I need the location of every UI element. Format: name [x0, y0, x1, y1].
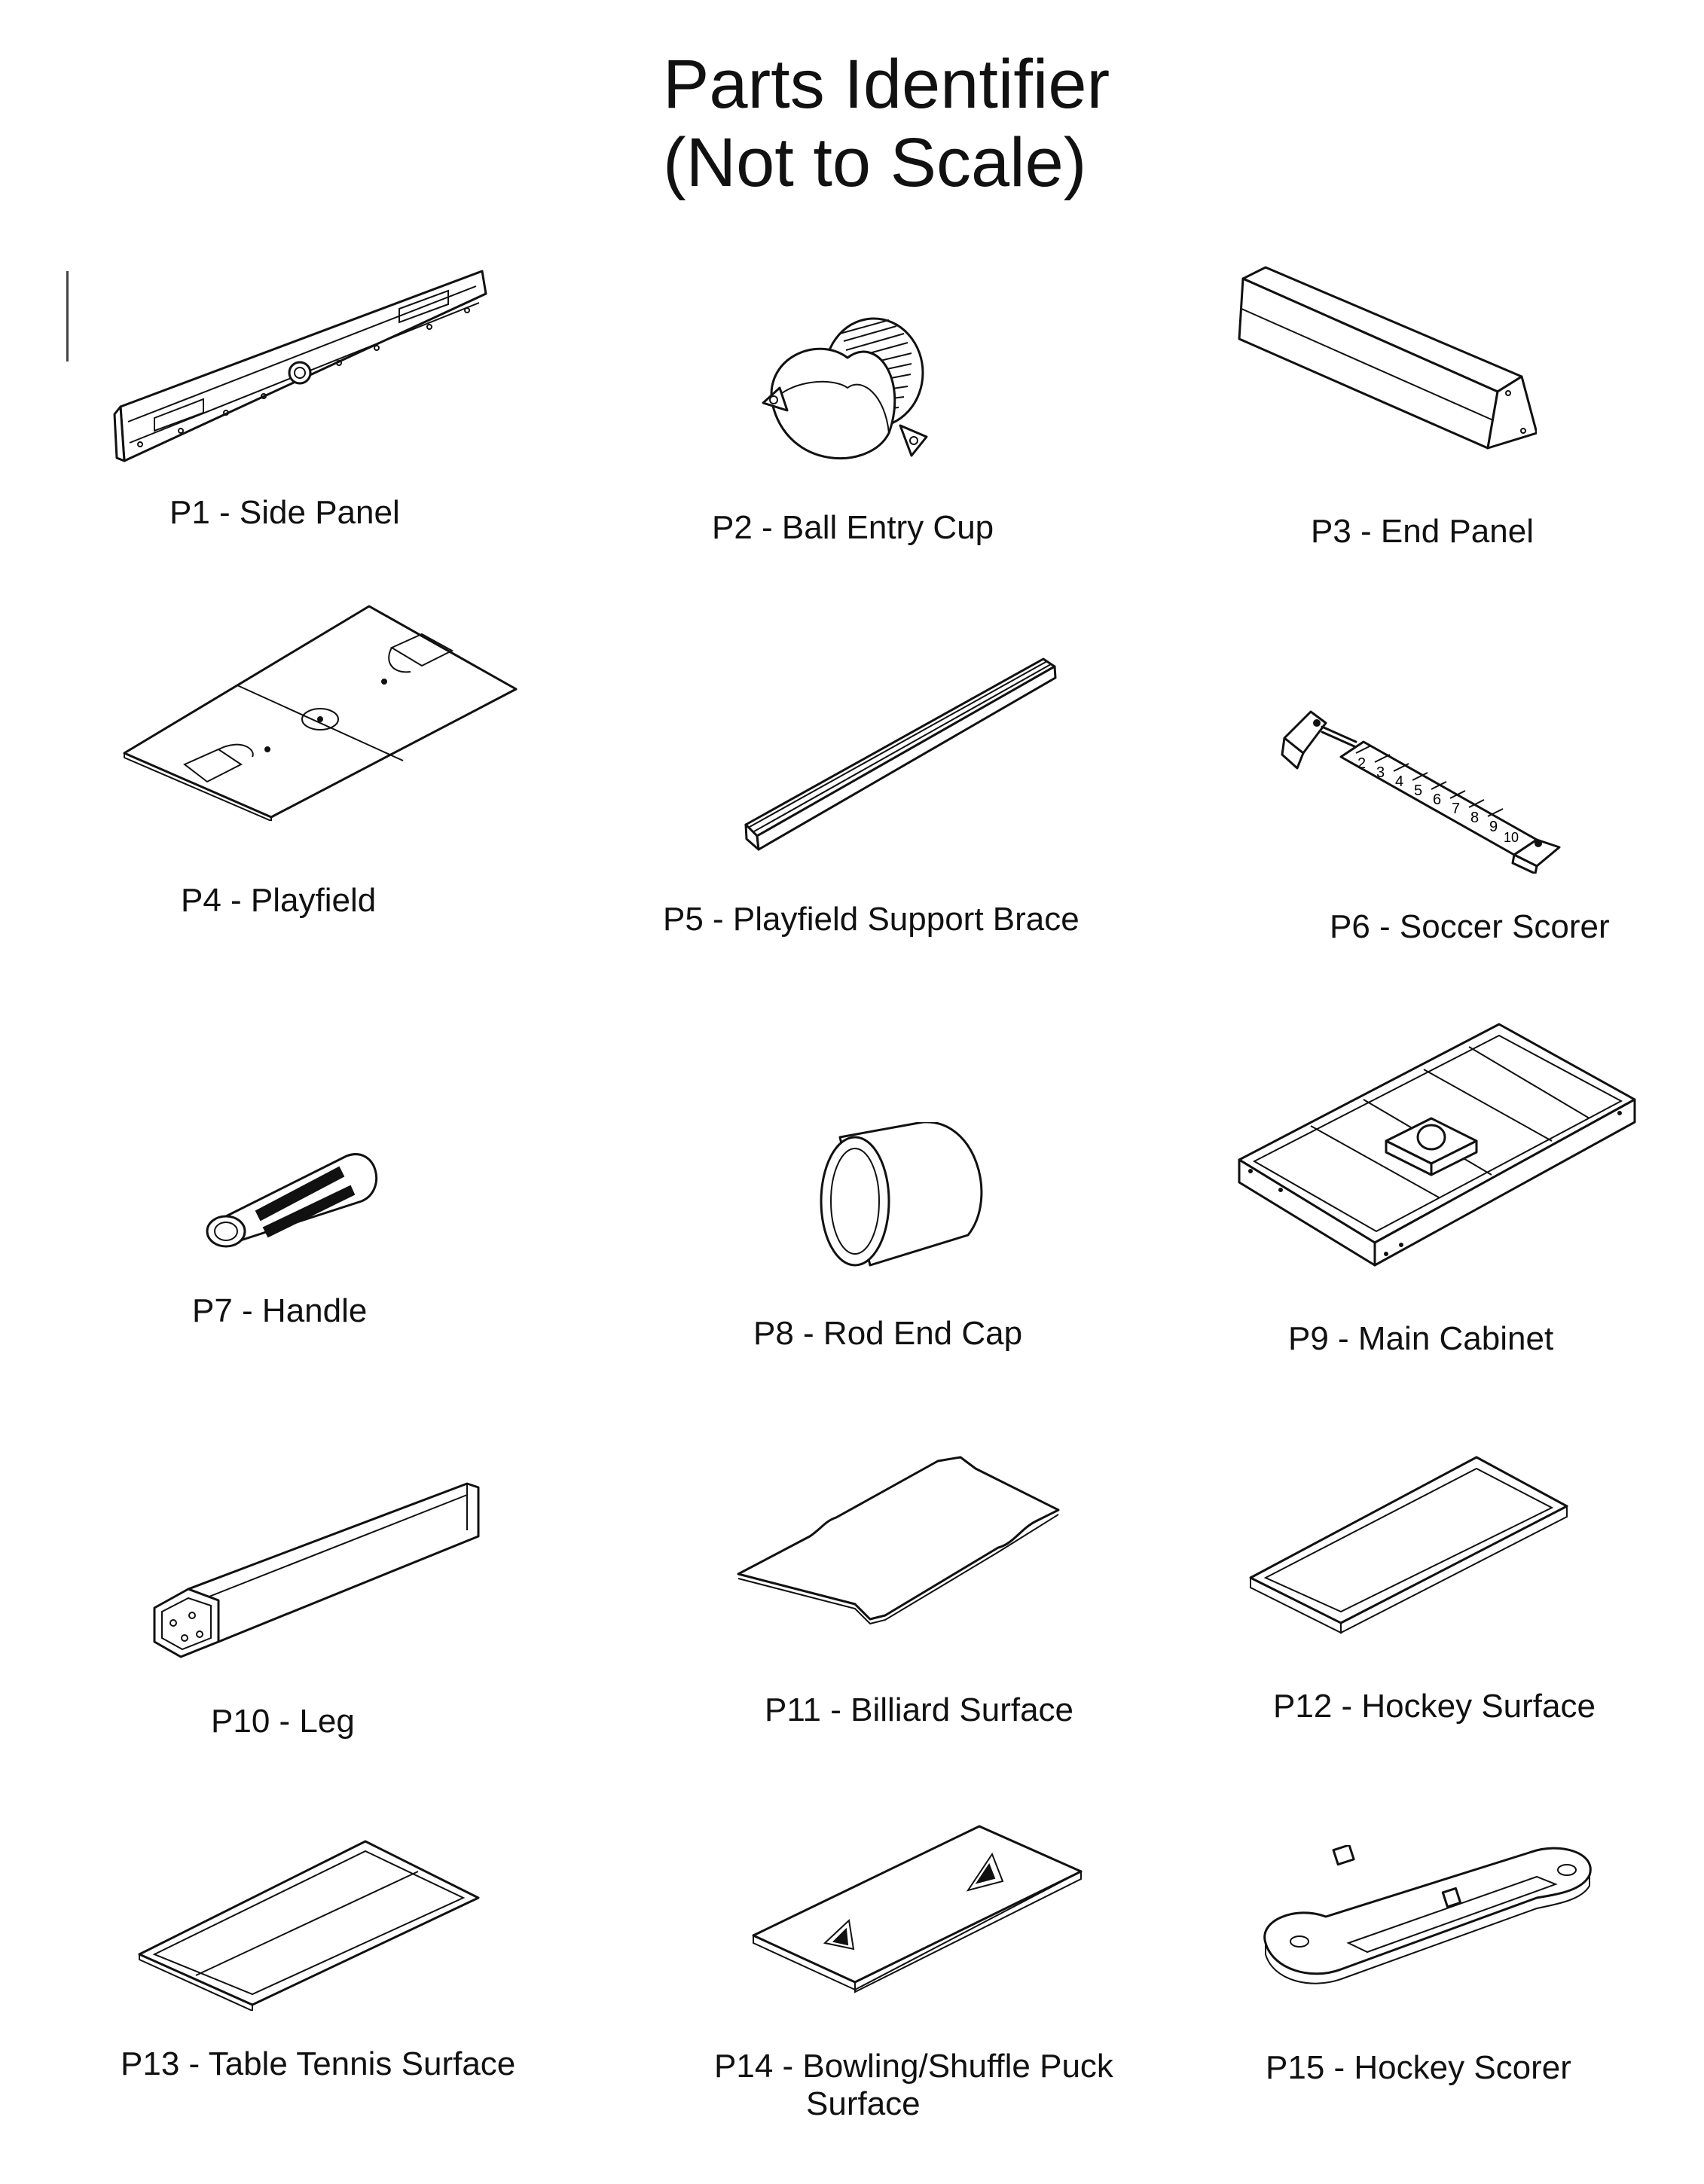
billiard-surface-icon [734, 1438, 1066, 1627]
soccer-number-9: 9 [1489, 819, 1498, 835]
handle-icon [203, 1145, 384, 1250]
part-label-p5: P5 - Playfield Support Brace [663, 901, 1080, 938]
playfield-icon [121, 602, 520, 821]
end-panel-icon [1235, 264, 1537, 467]
hockey-surface-icon [1247, 1453, 1571, 1634]
soccer-number-2: 2 [1357, 755, 1367, 772]
part-label-p1: P1 - Side Panel [169, 494, 400, 531]
part-label-p3: P3 - End Panel [1311, 513, 1534, 550]
soccer-number-7: 7 [1452, 801, 1461, 817]
support-brace-icon [742, 655, 1058, 851]
soccer-scorer-icon [1281, 693, 1567, 874]
leg-icon [151, 1476, 490, 1679]
margin-mark [66, 271, 69, 361]
part-label-p13: P13 - Table Tennis Surface [121, 2045, 516, 2082]
main-cabinet-icon [1235, 1017, 1642, 1273]
part-label-p11: P11 - Billiard Surface [765, 1691, 1074, 1728]
part-label-p2: P2 - Ball Entry Cup [712, 509, 994, 546]
soccer-number-3: 3 [1376, 764, 1385, 781]
table-tennis-surface-icon [136, 1838, 482, 2011]
soccer-number-6: 6 [1433, 792, 1442, 808]
hockey-scorer-icon [1258, 1845, 1605, 1988]
soccer-number-4: 4 [1395, 773, 1404, 790]
part-label-p9: P9 - Main Cabinet [1288, 1320, 1554, 1357]
part-label-p15: P15 - Hockey Scorer [1266, 2049, 1571, 2086]
soccer-number-8: 8 [1470, 810, 1480, 826]
part-label-p8: P8 - Rod End Cap [753, 1315, 1023, 1352]
soccer-number-5: 5 [1414, 782, 1423, 799]
page-title [663, 45, 1190, 202]
soccer-number-10: 10 [1504, 830, 1519, 845]
part-label-p7: P7 - Handle [192, 1292, 368, 1329]
bowling-surface-icon [750, 1823, 1089, 1996]
part-label-p14-line2: Surface [806, 2085, 921, 2122]
part-label-p4: P4 - Playfield [181, 882, 377, 919]
side-panel-icon [113, 264, 505, 474]
part-label-p10: P10 - Leg [211, 1703, 355, 1740]
title-line-1: Parts Identifier [663, 46, 1110, 123]
part-label-p12: P12 - Hockey Surface [1273, 1688, 1596, 1725]
ball-entry-cup-icon [757, 313, 938, 486]
rod-end-cap-icon [810, 1122, 1006, 1273]
part-label-p14: P14 - Bowling/Shuffle Puck [714, 2048, 1113, 2085]
title-line-2: (Not to Scale) [663, 124, 1087, 201]
part-label-p6: P6 - Soccer Scorer [1330, 908, 1610, 945]
